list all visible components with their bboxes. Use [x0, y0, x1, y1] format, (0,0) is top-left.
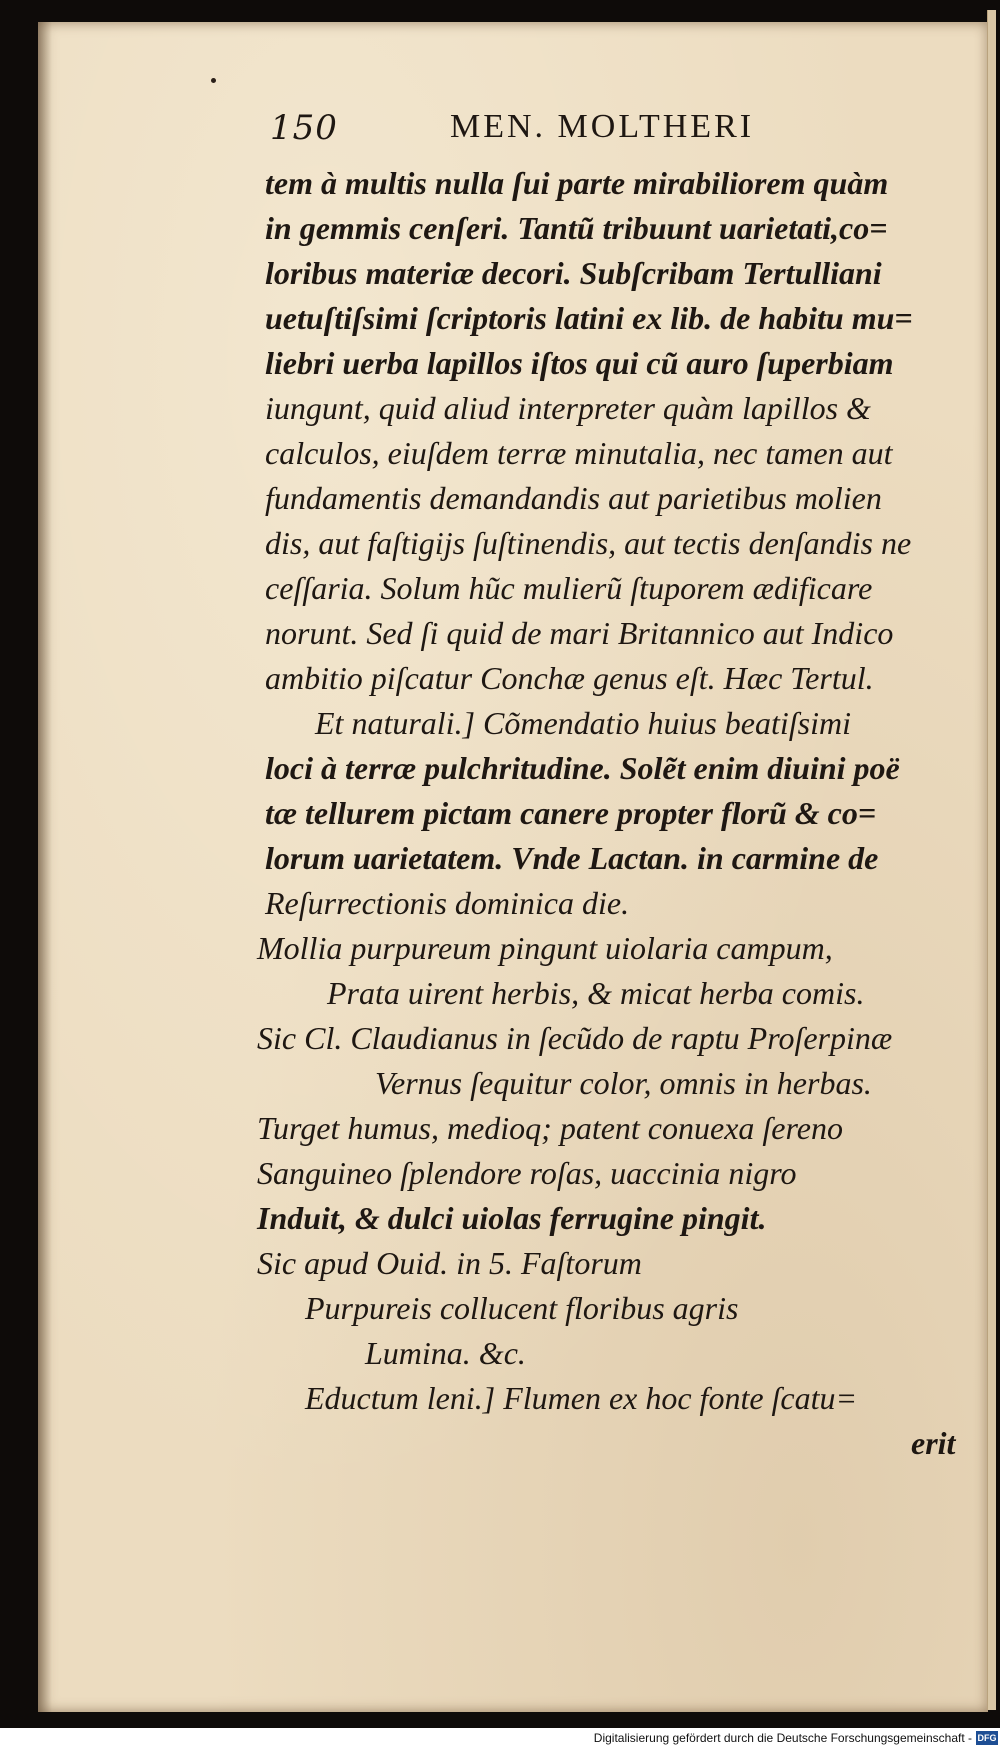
text-line: Sic apud Ouid. in 5. Faſtorum: [257, 1245, 642, 1281]
dfg-logo: DFG: [977, 1733, 997, 1743]
text-line: iungunt, quid aliud interpreter quàm lapillos &: [265, 390, 871, 426]
text-line: loci à terræ pulchritudine. Solẽt enim diuini poë: [265, 750, 900, 786]
text-line: fundamentis demandandis aut parietibus molien: [265, 480, 882, 516]
digitization-footer: [0, 1728, 1000, 1750]
text-line: liebri uerba lapillos iſtos qui cũ auro ſuperbiam: [265, 345, 894, 381]
verse-line: Lumina. &c.: [365, 1335, 526, 1371]
text-line: Eductum leni.] Flumen ex hoc fonte ſcatu=: [305, 1380, 858, 1416]
catchword: erit: [911, 1425, 956, 1461]
text-line: calculos, eiuſdem terræ minutalia, nec tamen aut: [265, 435, 893, 471]
text-line: Et naturali.] Cõmendatio huius beatiſsimi: [315, 705, 852, 741]
text-line: norunt. Sed ſi quid de mari Britannico aut Indico: [265, 615, 894, 651]
text-line: lorum uarietatem. Vnde Lactan. in carmine de: [265, 840, 879, 876]
text-line: Sic Cl. Claudianus in ſecũdo de raptu Proſerpinæ: [257, 1020, 893, 1056]
text-line: Reſurrectionis dominica die.: [265, 885, 630, 921]
running-head: MEN. MOLTHERI: [450, 108, 755, 145]
text-line: loribus materiæ decori. Subſcribam Tertulliani: [265, 255, 882, 291]
page-fore-edge: [987, 10, 996, 1710]
text-line: ambitio piſcatur Conchæ genus eſt. Hæc Tertul.: [265, 660, 874, 696]
verse-line: Purpureis collucent floribus agris: [305, 1290, 739, 1326]
ink-speck: [211, 78, 216, 83]
footer-credit: Digitalisierung gefördert durch die Deutsche Forschungsgemeinschaft -: [593, 1731, 972, 1745]
page-header: [270, 108, 960, 158]
verse-line: Mollia purpureum pingunt uiolaria campum,: [257, 930, 833, 966]
page-gutter-shadow: [38, 22, 52, 1712]
verse-line: Vernus ſequitur color, omnis in herbas.: [375, 1065, 872, 1101]
text-line: in gemmis cenſeri. Tantũ tribuunt uarietati,co=: [265, 210, 888, 246]
text-line: tæ tellurem pictam canere propter florũ & co=: [265, 795, 877, 831]
text-line: ceſſaria. Solum hũc mulierũ ſtuporem ædificare: [265, 570, 873, 606]
text-line: dis, aut faſtigijs ſuſtinendis, aut tectis denſandis ne: [265, 525, 912, 561]
text-line: uetuſtiſsimi ſcriptoris latini ex lib. de habitu mu=: [265, 300, 913, 336]
verse-line: Induit, & dulci uiolas ferrugine pingit.: [257, 1200, 767, 1236]
verse-line: Sanguineo ſplendore roſas, uaccinia nigro: [257, 1155, 797, 1191]
verse-line: Prata uirent herbis, & micat herba comis.: [327, 975, 865, 1011]
verse-line: Turget humus, medioq; patent conuexa ſereno: [257, 1110, 843, 1146]
text-line: tem à multis nulla ſui parte mirabiliorem quàm: [265, 165, 889, 201]
page-number: 150: [270, 108, 338, 148]
